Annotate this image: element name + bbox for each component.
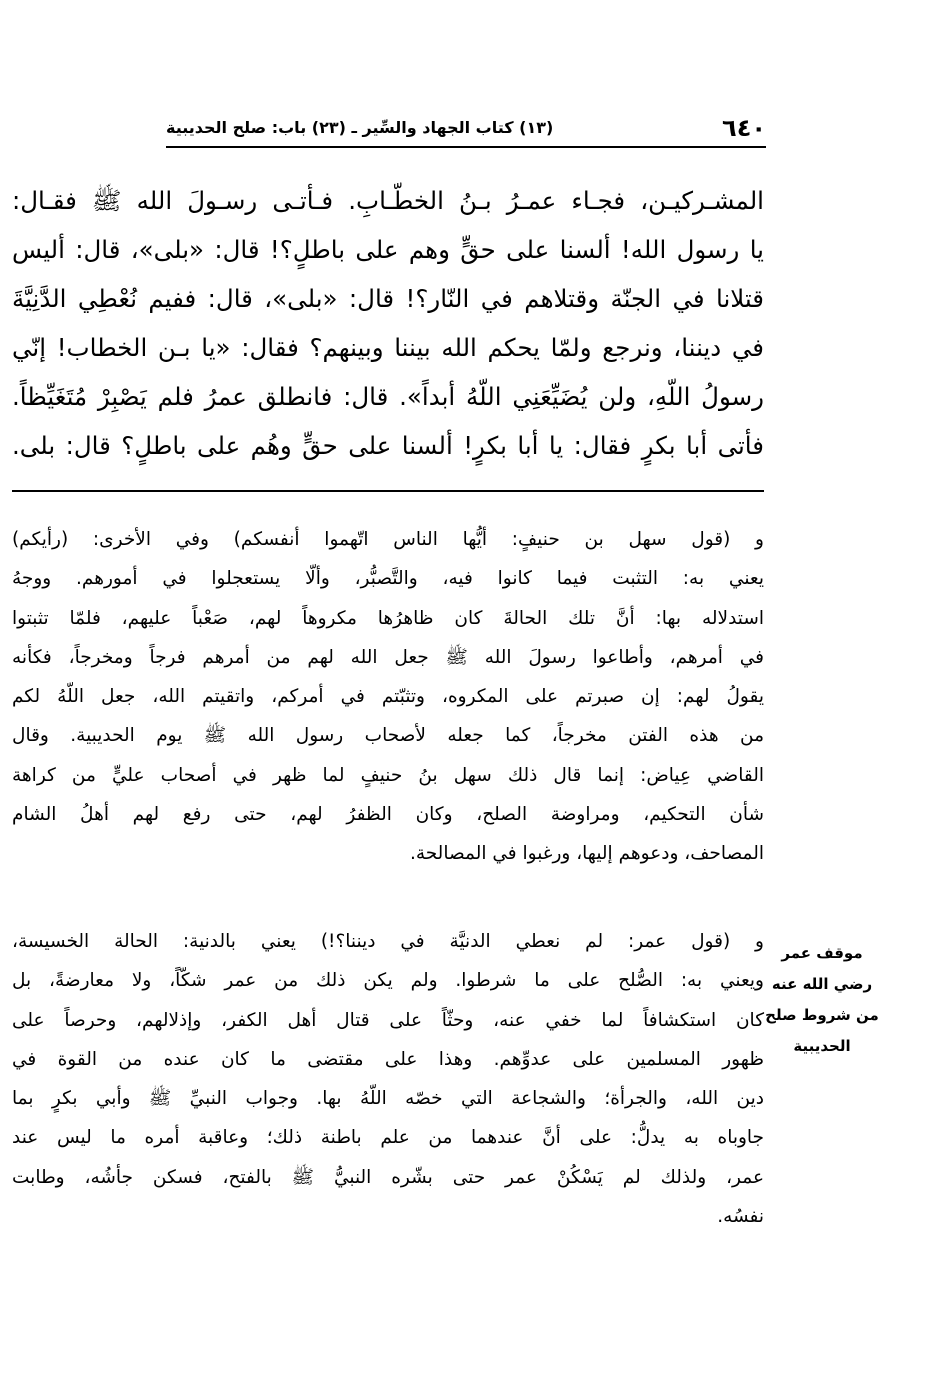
margin-note-line: موقف عمر xyxy=(781,944,863,962)
commentary-line: و (قول سهل بن حنيفٍ: أيُّها الناس اتّهموا أنفسكم) وفي الأخرى: (رأيكم) xyxy=(12,529,764,550)
commentary-line: من هذه الفتن مخرجاً، كما جعله لأصحاب رسول الله ﷺ يوم الحديبية. وقال xyxy=(12,725,764,747)
commentary-sahl-ibn-hunayf xyxy=(12,520,764,874)
hadith-line: فأتى أبا بكرٍ فقال: يا أبا بكرٍ! ألسنا على حقٍّ وهُم على باطلٍ؟ قال: بلى. xyxy=(12,431,764,460)
margin-note-line: الحديبية xyxy=(793,1037,851,1055)
commentary-line: استدلاله بها: أنَّ تلك الحالةَ كان ظاهرُها مكروهاً لهم، صَعْباً عليهم، فلمّا تثبتوا xyxy=(12,607,764,629)
hadith-line: المشـركيـن، فجـاء عمـرُ بـنُ الخطّـابِ. فـأتـى رسـولَ الله ﷺ فقـال: xyxy=(12,186,764,215)
hadith-line: في ديننا، ونرجع ولمّا يحكم الله بيننا وبينهم؟ فقال: «يا بـن الخطاب! إنّي xyxy=(12,333,764,362)
commentary-line: نفسُه. xyxy=(717,1206,764,1228)
commentary-line: يعني به: التثبت فيما كانوا فيه، والتَّصبُّر، وألّا يستعجلوا في أمورهم. ووجهُ xyxy=(12,568,764,590)
commentary-line: يقولُ لهم: إن صبرتم على المكروه، وتثبّتم في أمركم، واتقيتم الله، جعل اللّهُ لكم xyxy=(12,686,764,708)
margin-note-line: رضي الله عنه xyxy=(771,975,873,993)
commentary-line: جاوباه به يدلُّ: على أنَّ عندهما من علم باطنة ذلك؛ وعاقبة أمره ما ليس عند xyxy=(12,1127,764,1149)
hadith-line: يا رسول الله! ألسنا على حقٍّ وهم على باطلٍ؟! قال: «بلى»، قال: أليس xyxy=(12,235,764,264)
commentary-line: ويعني به: الصُّلح على ما شرطوا. ولم يكن ذلك من عمر شكّاً، ولا معارضةً، بل xyxy=(12,970,764,992)
commentary-line: شأن التحكيم، ومراوضة الصلح، وكان الظفرُ لهم، حتى رفع لهم أهلُ الشام xyxy=(12,804,764,826)
commentary-line: و (قول عمر: لم نعطي الدنيَّة في ديننا؟!) يعني بالدنية: الحالة الخسيسة، xyxy=(12,931,764,952)
commentary-line: القاضي عِياض: إنما قال ذلك سهل بنُ حنيفٍ لما ظهر في أصحاب عليٍّ من كراهة xyxy=(12,764,764,786)
page-number: ٦٤٠ xyxy=(722,114,766,142)
commentary-line: دين الله، والجرأة؛ والشجاعة التي خصّه اللّهُ بها. وجواب النبيِّ ﷺ وأبي بكرٍ بما xyxy=(12,1088,764,1110)
commentary-line: كان استكشافاً لما خفي عنه، وحثّاً على قتال أهل الكفر، وإذلالهم، وحرصاً على xyxy=(12,1009,764,1031)
hadith-text xyxy=(12,176,764,470)
hadith-line: رسولُ اللّهِ، ولن يُضَيِّعَنِي اللّهُ أبداً». قال: فانطلق عمرُ فلم يَصْبِرْ مُتَغَيِّظاً. xyxy=(12,382,764,411)
commentary-umar xyxy=(12,922,764,1236)
commentary-line: عمر، ولذلك لم يَسْكُنْ عمر حتى بشّره النبيُّ ﷺ بالفتح، فسكن جأشُه، وطابت xyxy=(12,1166,764,1188)
margin-note-line: من شروط صلح xyxy=(765,1006,879,1024)
commentary-line: المصاحف، ودعوهم إليها، ورغبوا في المصالحة. xyxy=(409,843,764,865)
hadith-line: قتلانا في الجنّة وقتلاهم في النّار؟! قال: «بلى»، قال: ففيم نُعْطِي الدَّنِيَّةَ xyxy=(12,284,764,313)
page-header xyxy=(166,114,766,148)
commentary-line: ظهور المسلمين على عدوِّهم. وهذا على مقتضى ما كان عنده من القوة في xyxy=(12,1048,764,1070)
margin-note xyxy=(764,938,880,1062)
commentary-line: في أمرهم، وأطاعوا رسولَ الله ﷺ جعل الله لهم من أمرهم فرجاً ومخرجاً، فكأنه xyxy=(12,646,764,668)
running-title: (١٣) كتاب الجهاد والسِّير ـ (٢٣) باب: صلح الحديبية xyxy=(166,118,554,137)
section-divider xyxy=(12,490,764,492)
